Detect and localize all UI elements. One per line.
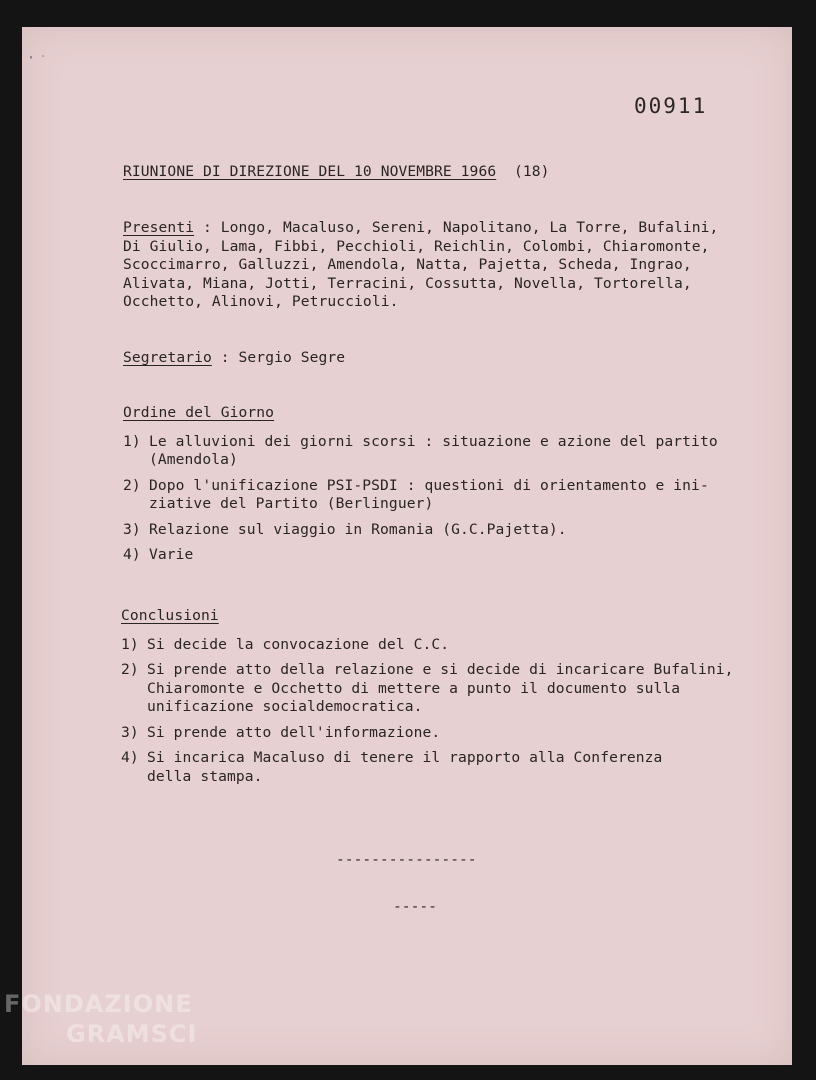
item-line: Si prende atto dell'informazione. [147, 723, 441, 741]
segretario-label: Segretario [123, 349, 212, 366]
presenti-line: : Longo, Macaluso, Sereni, Napolitano, La Torre, Bufalini, [202, 219, 719, 236]
watermark-line2: GRAMSCI [66, 1020, 198, 1048]
list-item [121, 749, 781, 786]
presenti-line: Occhetto, Alinovi, Petruccioli. [123, 293, 399, 310]
presenti-line: Scoccimarro, Galluzzi, Amendola, Natta, Pajetta, Scheda, Ingrao, [123, 256, 692, 273]
item-line: Si decide la convocazione del C.C. [147, 635, 450, 653]
item-line: Si prende atto della relazione e si decide di incaricare Bufalini, [147, 661, 734, 678]
presenti-line: Di Giulio, Lama, Fibbi, Pecchioli, Reichlin, Colombi, Chiaromonte, [123, 237, 710, 255]
list-item [121, 661, 781, 717]
list-item [123, 477, 783, 514]
document-title [123, 163, 550, 182]
item-number: 3) [123, 520, 141, 538]
item-number: 2) [123, 476, 141, 494]
document-number: 00911 [634, 94, 708, 118]
item-line: Chiaromonte e Occhetto di mettere a punto il documento sulla [147, 679, 681, 697]
ordine-section [123, 404, 783, 572]
item-number: 1) [123, 432, 141, 450]
presenti-section [123, 219, 783, 312]
item-line: Varie [149, 546, 194, 563]
list-item [123, 546, 783, 565]
item-number: 1) [121, 635, 139, 653]
item-line: ziative del Partito (Berlinguer) [149, 495, 434, 512]
document-body [22, 27, 792, 1065]
item-line: della stampa. [147, 767, 263, 785]
separator-long: ---------------- [336, 851, 477, 868]
watermark-line1: FONDAZIONE [4, 990, 193, 1018]
item-number: 3) [121, 723, 139, 741]
presenti-label: Presenti [123, 219, 195, 236]
document-page [22, 27, 792, 1065]
list-item [121, 724, 781, 743]
title-suffix: (18) [514, 163, 550, 180]
ordine-heading: Ordine del Giorno [123, 404, 275, 421]
presenti-line: Alivata, Miana, Jotti, Terracini, Cossutta, Novella, Tortorella, [123, 274, 692, 292]
item-line: unificazione socialdemocratica. [147, 698, 423, 715]
separator-short: ----- [393, 898, 437, 915]
item-line: (Amendola) [149, 451, 238, 468]
list-item [121, 636, 781, 655]
scan-specks: ' ˙ [28, 55, 47, 66]
item-number: 4) [121, 749, 139, 766]
watermark-logo [4, 990, 197, 1048]
conclusioni-section [121, 607, 781, 793]
title-text: RIUNIONE DI DIREZIONE DEL 10 NOVEMBRE 1966 [123, 163, 497, 180]
list-item [123, 521, 783, 540]
item-number: 2) [121, 661, 139, 678]
item-line: Dopo l'unificazione PSI-PSDI : questioni di orientamento e ini- [149, 476, 709, 494]
segretario-section [123, 349, 783, 368]
item-line: Le alluvioni dei giorni scorsi : situazione e azione del partito [149, 432, 718, 450]
conclusioni-heading: Conclusioni [121, 607, 219, 624]
item-number: 4) [123, 546, 141, 563]
item-line: Si incarica Macaluso di tenere il rapporto alla Conferenza [147, 749, 663, 766]
segretario-value: : Sergio Segre [220, 349, 346, 366]
item-line: Relazione sul viaggio in Romania (G.C.Pajetta). [149, 520, 567, 538]
list-item [123, 433, 783, 470]
